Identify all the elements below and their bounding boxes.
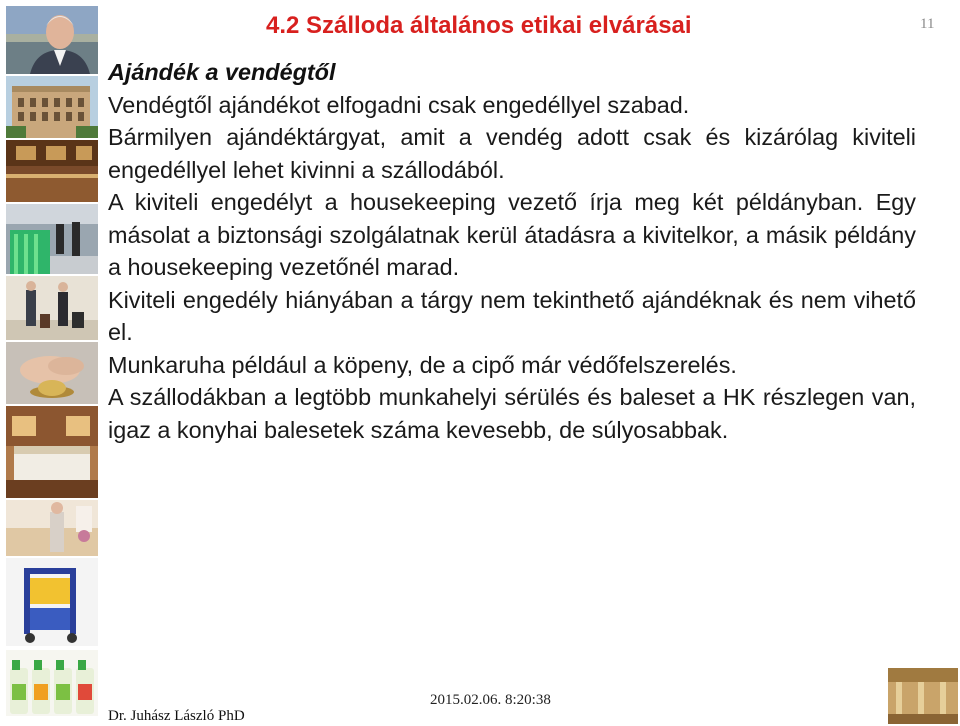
slide-body — [108, 56, 916, 446]
body-paragraph: A kiviteli engedélyt a housekeeping vezető írja meg két példányban. Egy másolat a biztonsági szolgálatnak kerül átadásra a kivitelkor, a másik példány a housekeeping vezetőnél marad. — [108, 189, 916, 280]
hotel-building-photo — [6, 76, 98, 138]
footer-date: 2015.02.06. 8:20:38 — [430, 692, 551, 708]
body-paragraph: A szállodákban a legtöbb munkahelyi sérülés és baleset a HK részlegen van, igaz a konyhai balesetek száma kevesebb, de súlyosabbak. — [108, 384, 916, 443]
hotel-bedroom-photo — [6, 406, 98, 498]
slide-title: 4.2 Szálloda általános etikai elvárásai — [266, 12, 692, 39]
cleaning-products-photo — [6, 650, 98, 716]
author-portrait-photo — [6, 6, 98, 74]
page-number: 11 — [920, 16, 935, 32]
section-subheading: Ajándék a vendégtől — [108, 59, 336, 85]
body-paragraph: Bármilyen ajándéktárgyat, amit a vendég adott csak és kizárólag kiviteli engedéllyel lehet kivinni a szállodából. — [108, 124, 916, 183]
housekeeping-cart-photo — [6, 558, 98, 646]
reception-desk-photo — [6, 140, 98, 202]
lobby-counter-photo — [6, 204, 98, 274]
photo-strip — [2, 4, 100, 724]
footer-author: Dr. Juhász László PhD — [108, 708, 245, 724]
body-paragraph: Kiviteli engedély hiányában a tárgy nem tekinthető ajándéknak és nem vihető el. — [108, 286, 916, 345]
housekeeper-photo — [6, 500, 98, 556]
guests-with-luggage-photo — [6, 276, 98, 340]
body-paragraph: Munkaruha például a köpeny, de a cipő már védőfelszerelés. — [108, 351, 737, 378]
body-paragraph: Vendégtől ajándékot elfogadni csak engedéllyel szabad. — [108, 91, 690, 118]
hotel-lobby-photo — [888, 668, 958, 724]
hand-on-bell-photo — [6, 342, 98, 404]
